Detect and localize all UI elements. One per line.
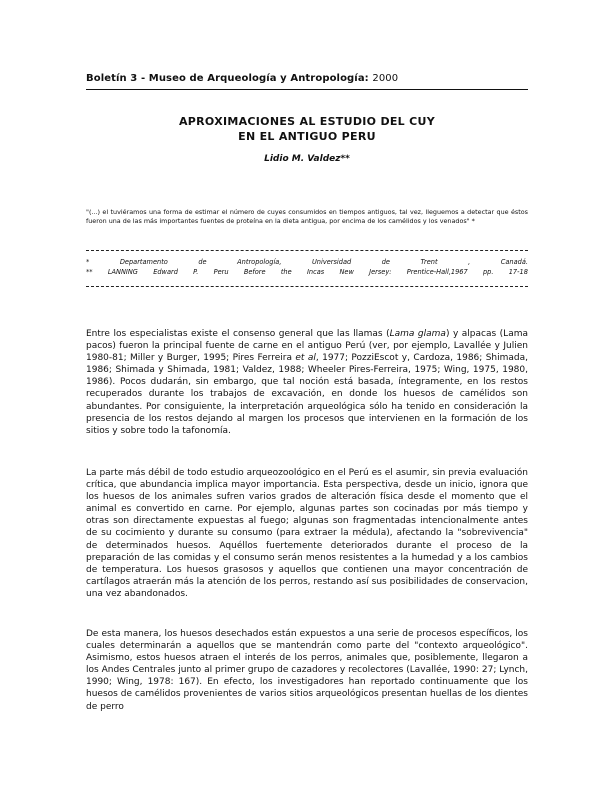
- footnote-word: Jersey:: [369, 268, 392, 276]
- footnote-word: Prentice-Hall,1967: [406, 268, 468, 276]
- paragraph-1-text-a: Entre los especialistas existe el consenso general que las llamas (: [86, 329, 390, 339]
- footnote-top-rule: [86, 250, 528, 251]
- header-rule: [86, 89, 528, 90]
- footnote-word: de: [198, 258, 207, 266]
- footnote-word: Canadá.: [500, 258, 528, 266]
- footnote-word: Edward: [153, 268, 178, 276]
- footnote-word: Before: [243, 268, 266, 276]
- footnote-word: Universidad: [311, 258, 352, 266]
- paragraph-1-et-al: et al: [295, 353, 316, 364]
- footnote-word: Antropología,: [237, 258, 282, 266]
- paragraph-2-text: La parte más débil de todo estudio arqueozoológico en el Perú es el asumir, sin previa evaluación crítica, que abundancia implica mayor importancia. Esta perspectiva, desde un inicio, ignora que los huesos de los animales sufren varios grados de alteración física desde el momento que el animal es convertido en carne. Por ejemplo, algunas partes son cocinadas por más tiempo y otras son directamente expuestas al fuego; algunas son fragmentadas intencionalmente antes de su cocimiento y durante su consumo (para extraer la médula), afectando la "sobrevivencia" de determinados huesos. Aquéllos fuertemente deteriorados durante el proceso de la preparación de las comidas y el consumo serán menos resistentes a la humedad y a los cambios de temperatura. Los huesos grasosos y aquellos que contienen una mayor concentración de cartílagos atraerán más la atención de los perros, restando así sus posibilidades de conservacion, una vez abandonados.: [86, 468, 528, 599]
- paragraph-1-text-b: ) y alpacas (Lama pacos) fueron la principal fuente de carne en el antiguo Perú (ver, por ejemplo, Lavallée y Julien 1980-81; Miller y Burger, 1995; Pires Ferreira: [86, 329, 528, 364]
- footnote-block: [86, 258, 528, 276]
- paragraph-3: [86, 628, 528, 713]
- footnote-word: Incas: [306, 268, 325, 276]
- footnote-marker: **: [86, 268, 93, 276]
- paragraph-1: [86, 328, 528, 437]
- journal-name: Boletín 3 - Museo de Arqueología y Antropología:: [86, 73, 369, 84]
- footnote-citation: [86, 268, 528, 276]
- footnote-word: New: [339, 268, 354, 276]
- paragraph-2: [86, 467, 528, 600]
- paragraph-3-text: De esta manera, los huesos desechados están expuestos a una serie de procesos específicos, los cuales determinarán a aquellos que se mantendrán como parte del "contexto arqueológico". Asimismo, estos huesos atraen el interés de los perros, animales que, posiblemente, llegaron a los Andes Centrales junto al primer grupo de cazadores y recolectores (Lavallée, 1990: 27; Lynch, 1990; Wing, 1978: 167). En efecto, los investigadores han reportado continuamente que los huesos de camélidos provenientes de varios sitios arqueológicos presentan huellas de los dientes de perro: [86, 629, 528, 712]
- footnote-word: de: [381, 258, 390, 266]
- author-name: Lidio M. Valdez**: [264, 154, 350, 164]
- footnote-affiliation: [86, 258, 528, 266]
- footnote-word: P.: [193, 268, 199, 276]
- footnote-word: the: [280, 268, 292, 276]
- footnote-word: ,: [468, 258, 471, 266]
- paragraph-1-species-name: Lama glama: [389, 329, 446, 339]
- footnote-word: Departamento: [119, 258, 168, 266]
- paragraph-1-text-c: , 1977; PozziEscot y, Cardoza, 1986; Shimada, 1986; Shimada y Shimada, 1981; Valdez, 1988; Wheeler Pires-Ferreira, 1975; Wing, 1975, 1980, 1986). Pocos dudarán, sin embargo, que tal noción está basada, íntegramente, en los restos recuperados durante los trabajos de excavación, en donde los huesos de camélidos son abundantes. Por consiguiente, la interpretación arqueológica sólo ha tenido en consideración la presencia de los restos dejando al margen los procesos que intervienen en la formación de los sitios y sobre todo la tafonomía.: [86, 353, 528, 436]
- article-title-line-2: EN EL ANTIGUO PERU: [238, 130, 376, 143]
- epigraph-quote: "(...) el tuviéramos una forma de estimar el número de cuyes consumidos en tiempos antiguos, tal vez, lleguemos a detectar que éstos fueron una de las más importantes fuentes de proteína en la dieta antigua, por encima de los camélidos y los venados" *: [86, 208, 528, 225]
- footnote-marker: *: [86, 258, 90, 266]
- footnote-word: 17-18: [508, 268, 528, 276]
- journal-year: 2000: [372, 73, 399, 84]
- footnote-word: Trent: [420, 258, 438, 266]
- footnote-word: LANNING: [107, 268, 138, 276]
- running-header: [86, 73, 398, 84]
- article-title-line-1: APROXIMACIONES AL ESTUDIO DEL CUY: [178, 115, 435, 128]
- footnote-word: pp.: [482, 268, 494, 276]
- footnote-bottom-rule: [86, 286, 528, 287]
- footnote-word: Peru: [213, 268, 229, 276]
